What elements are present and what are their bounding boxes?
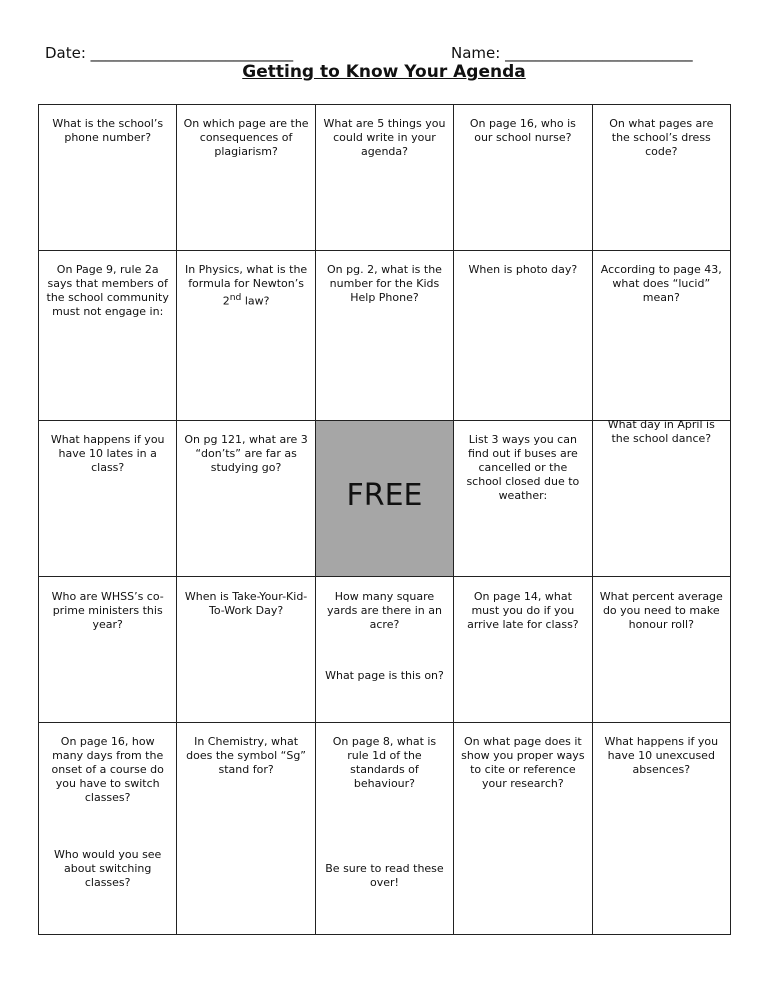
- grid-cell: [454, 723, 592, 935]
- question-text-secondary: Who would you see about switching classes?: [54, 848, 162, 889]
- question-text-part: law?: [241, 294, 270, 308]
- grid-cell: [592, 105, 730, 251]
- grid-cell: [454, 421, 592, 577]
- question-text: What are 5 things you could write in your agenda?: [323, 117, 446, 158]
- name-field: Name: _________________________: [451, 44, 693, 62]
- question-text: On page 16, how many days from the onset of a course do you have to switch classes?: [51, 735, 164, 804]
- grid-cell: [177, 421, 315, 577]
- question-text: Who are WHSS’s co-prime ministers this year?: [51, 590, 164, 631]
- question-text: List 3 ways you can find out if buses are cancelled or the school closed due to weather:: [466, 433, 580, 502]
- question-text: When is photo day?: [468, 263, 578, 276]
- grid-cell: [39, 251, 177, 421]
- question-text: On pg 121, what are 3 “don’ts” are far as studying go?: [184, 433, 308, 474]
- grid-cell: [592, 723, 730, 935]
- question-text: What percent average do you need to make honour roll?: [599, 590, 723, 631]
- grid-cell: [177, 577, 315, 723]
- question-text: On page 16, who is our school nurse?: [469, 117, 576, 144]
- bingo-grid: [38, 104, 731, 935]
- grid-cell: [315, 105, 453, 251]
- grid-row-3: [39, 421, 731, 577]
- question-text: On what pages are the school’s dress code?: [609, 117, 714, 158]
- grid-cell: [177, 723, 315, 935]
- grid-cell: [39, 577, 177, 723]
- grid-row-4: [39, 577, 731, 723]
- question-text: On pg. 2, what is the number for the Kids Help Phone?: [327, 263, 442, 304]
- question-text: On which page are the consequences of plagiarism?: [183, 117, 309, 158]
- question-text: On what page does it show you proper ways to cite or reference your research?: [461, 735, 585, 790]
- question-text: [183, 263, 308, 309]
- question-text: On Page 9, rule 2a says that members of the school community must not engage in:: [46, 263, 169, 318]
- question-text: What is the school’s phone number?: [52, 117, 164, 144]
- question-text: According to page 43, what does “lucid” mean?: [600, 263, 722, 304]
- grid-row-1: [39, 105, 731, 251]
- page-title: Getting to Know Your Agenda: [242, 62, 526, 82]
- question-text: What happens if you have 10 lates in a class?: [50, 433, 165, 474]
- question-text-part: 2: [222, 294, 230, 308]
- grid-cell: [592, 251, 730, 421]
- grid-cell: [592, 577, 730, 723]
- grid-cell: [177, 251, 315, 421]
- grid-cell: [315, 577, 453, 723]
- grid-cell: [39, 105, 177, 251]
- question-text-secondary: Be sure to read these over!: [325, 862, 444, 889]
- grid-cell: [454, 577, 592, 723]
- question-text: When is Take-Your-Kid-To-Work Day?: [184, 590, 308, 617]
- date-field: Date: ___________________________: [45, 44, 294, 62]
- question-text: How many square yards are there in an acre?: [327, 590, 442, 631]
- grid-cell: [39, 421, 177, 577]
- question-text-secondary: What page is this on?: [325, 669, 444, 682]
- grid-cell: [315, 723, 453, 935]
- grid-row-2: [39, 251, 731, 421]
- superscript-text: nd: [229, 292, 242, 303]
- question-text: What day in April is the school dance?: [607, 418, 715, 445]
- grid-cell: [454, 105, 592, 251]
- grid-cell: [315, 251, 453, 421]
- question-text: On page 14, what must you do if you arrive late for class?: [467, 590, 579, 631]
- free-label: FREE: [346, 478, 423, 513]
- question-text: What happens if you have 10 unexcused absences?: [604, 735, 719, 776]
- grid-cell: [177, 105, 315, 251]
- question-text: In Chemistry, what does the symbol “Sg” stand for?: [186, 735, 306, 776]
- question-text: On page 8, what is rule 1d of the standards of behaviour?: [332, 735, 437, 790]
- grid-cell: [39, 723, 177, 935]
- question-text-part: In Physics, what is the formula for Newton’s: [184, 263, 308, 290]
- grid-cell: [454, 251, 592, 421]
- grid-row-5: [39, 723, 731, 935]
- grid-cell: [592, 418, 730, 577]
- free-cell: [315, 421, 453, 577]
